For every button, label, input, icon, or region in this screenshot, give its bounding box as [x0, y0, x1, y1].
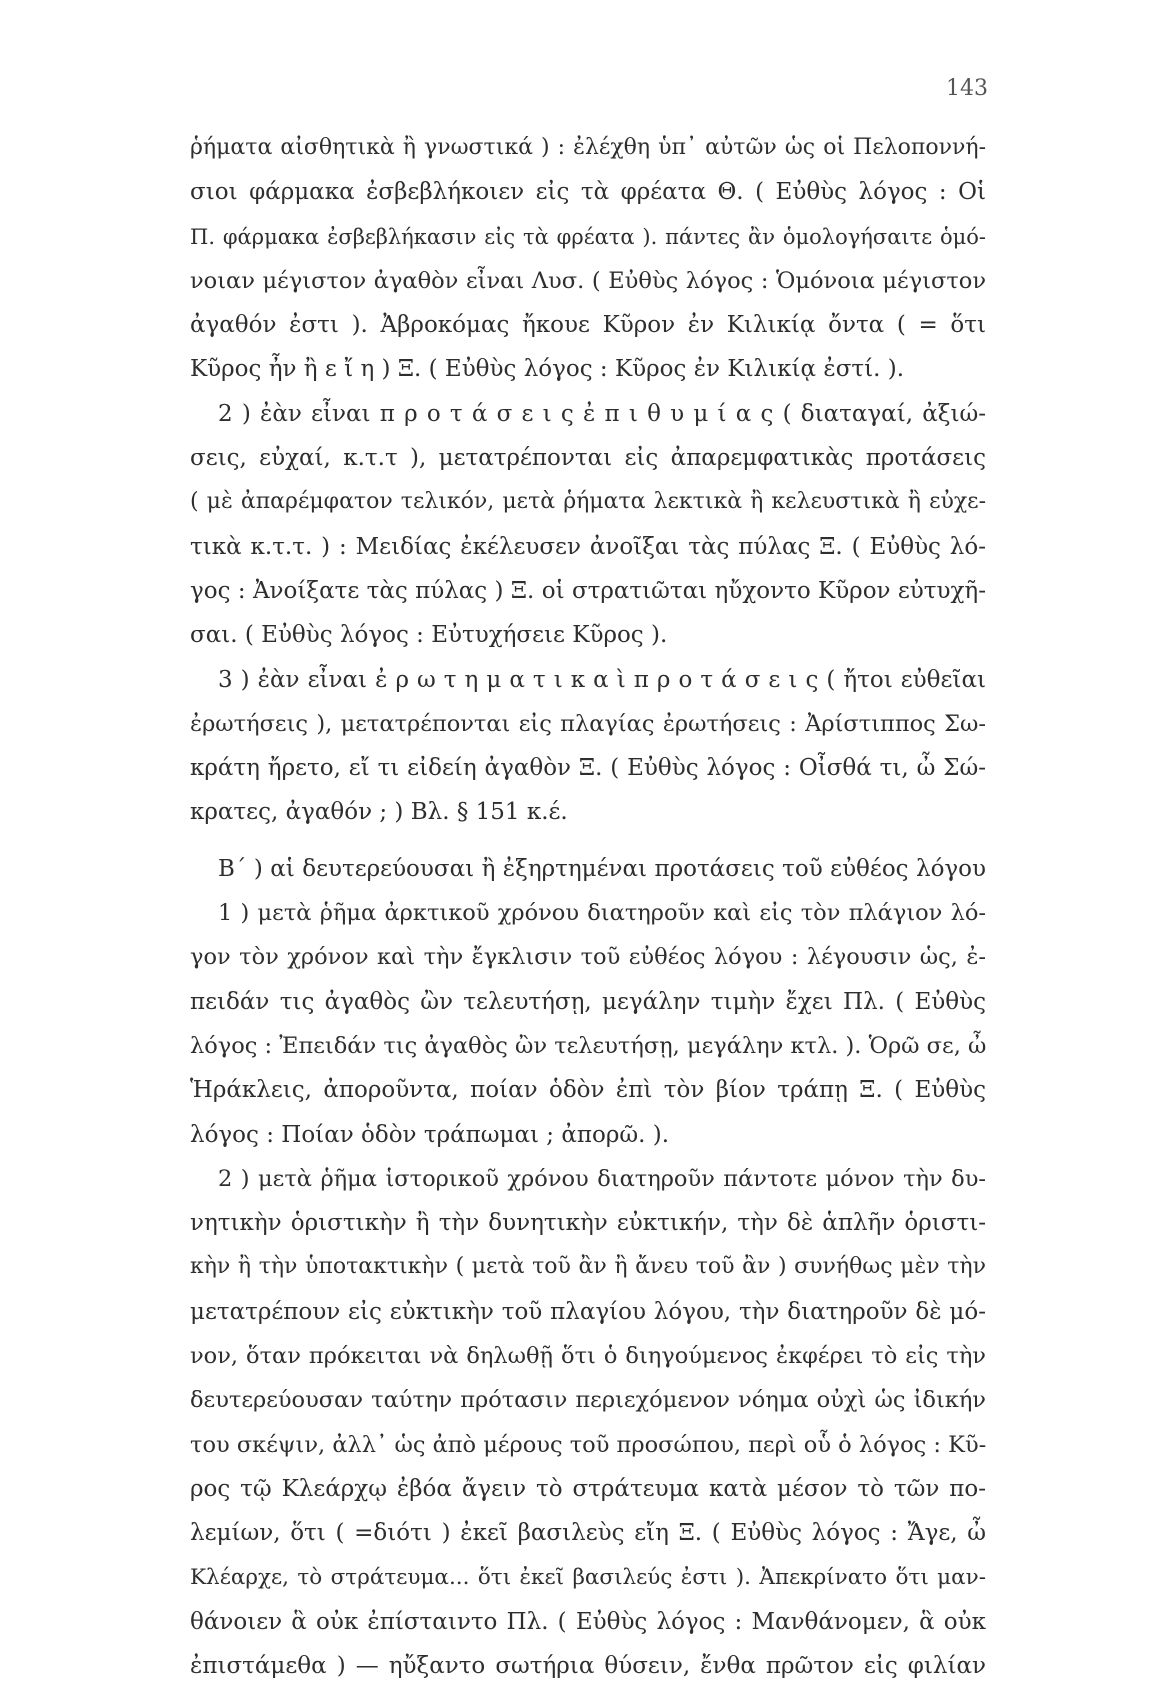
text-body	[190, 126, 986, 1688]
text-line: σεις, εὐχαί, κ.τ.τ ), μετατρέπονται εἰς ἀπαρεμφατικὰς προτάσεις	[190, 445, 986, 472]
text-line: ῥήματα αἰσθητικὰ ἢ γνωστικά ) : ἐλέχθη ὑπ᾽ αὐτῶν ὡς οἱ Πελοποννή-	[190, 135, 986, 160]
text-line: Κῦρος ἦν ἢ ε ἴ η ) Ξ. ( Εὐθὺς λόγος : Κῦρος ἐν Κιλικίᾳ ἐστί. ).	[190, 356, 905, 383]
text-line: του σκέψιν, ἀλλ᾽ ὡς ἀπὸ μέρους τοῦ προσώπου, περὶ οὗ ὁ λόγος : Κῦ-	[190, 1431, 986, 1458]
text-line: Π. φάρμακα ἐσβεβλήκασιν εἰς τὰ φρέατα ). πάντες ἂν ὁμολογήσαιτε ὁμό-	[190, 224, 986, 249]
text-line: ἐπιστάμεθα ) — ηὔξαντο σωτήρια θύσειν, ἔνθα πρῶτον εἰς φιλίαν	[190, 1653, 986, 1680]
text-line: Β΄ ) αἱ δευτερεύουσαι ἢ ἐξηρτημέναι προτάσεις τοῦ εὐθέος λόγου	[218, 855, 986, 882]
text-line: σιοι φάρμακα ἐσβεβλήκοιεν εἰς τὰ φρέατα Θ. ( Εὐθὺς λόγος : Οἱ	[190, 179, 986, 206]
text-line: νοιαν μέγιστον ἀγαθὸν εἶναι Λυσ. ( Εὐθὺς λόγος : Ὁμόνοια μέγιστον	[190, 267, 986, 294]
text-line: θάνοιεν ἃ οὐκ ἐπίσταιντο Πλ. ( Εὐθὺς λόγος : Μανθάνομεν, ἃ οὐκ	[190, 1608, 986, 1635]
text-line: ( μὲ ἀπαρέμφατον τελικόν, μετὰ ῥήματα λεκτικὰ ἢ κελευστικὰ ἢ εὐχε-	[190, 489, 986, 515]
text-line: 2 ) μετὰ ῥῆμα ἱστορικοῦ χρόνου διατηροῦν πάντοτε μόνον τὴν δυ-	[218, 1165, 986, 1192]
text-line: Κλέαρχε, τὸ στράτευμα... ὅτι ἐκεῖ βασιλεύς ἐστι ). Ἀπεκρίνατο ὅτι μαν-	[190, 1564, 986, 1590]
text-line: μετατρέπουν εἰς εὐκτικὴν τοῦ πλαγίου λόγου, τὴν διατηροῦν δὲ μό-	[190, 1298, 986, 1325]
text-line: κρατες, ἀγαθόν ; ) Βλ. § 151 κ.έ.	[190, 799, 568, 826]
text-line: Ἡράκλεις, ἀποροῦντα, ποίαν ὁδὸν ἐπὶ τὸν βίον τράπῃ Ξ. ( Εὐθὺς	[190, 1077, 986, 1104]
text-line: 1 ) μετὰ ῥῆμα ἀρκτικοῦ χρόνου διατηροῦν καὶ εἰς τὸν πλάγιον λό-	[218, 900, 986, 927]
text-line: πειδάν τις ἀγαθὸς ὢν τελευτήσῃ, μεγάλην τιμὴν ἔχει Πλ. ( Εὐθὺς	[190, 988, 986, 1015]
text-line: λεμίων, ὅτι ( =διότι ) ἐκεῖ βασιλεὺς εἴη Ξ. ( Εὐθὺς λόγος : Ἄγε, ὦ	[190, 1520, 986, 1547]
text-line: δευτερεύουσαν ταύτην πρότασιν περιεχόμενον νόημα οὐχὶ ὡς ἰδικήν	[190, 1387, 986, 1414]
text-line: λόγος : Ποίαν ὁδὸν τράπωμαι ; ἀπορῶ. ).	[190, 1121, 670, 1148]
text-line: σαι. ( Εὐθὺς λόγος : Εὐτυχήσειε Κῦρος ).	[190, 622, 668, 649]
text-line: γος : Ἀνοίξατε τὰς πύλας ) Ξ. οἱ στρατιῶται ηὔχοντο Κῦρον εὐτυχῆ-	[190, 577, 986, 604]
text-line: κὴν ἢ τὴν ὑποτακτικὴν ( μετὰ τοῦ ἂν ἢ ἄνευ τοῦ ἂν ) συνήθως μὲν τὴν	[190, 1254, 986, 1280]
text-line: νον, ὅταν πρόκειται νὰ δηλωθῇ ὅτι ὁ διηγούμενος ἐκφέρει τὸ εἰς τὴν	[190, 1343, 986, 1370]
text-line: ἐρωτήσεις ), μετατρέπονται εἰς πλαγίας ἐρωτήσεις : Ἀρίστιππος Σω-	[190, 710, 986, 737]
text-line: 3 ) ἐὰν εἶναι ἐ ρ ω τ η μ α τ ι κ α ὶ π ρ ο τ ά σ ε ι ς ( ἤτοι εὐθεῖαι	[218, 666, 986, 693]
text-line: ἀγαθόν ἐστι ). Ἀβροκόμας ἤκουε Κῦρον ἐν Κιλικίᾳ ὄντα ( = ὅτι	[190, 312, 986, 339]
text-line: γον τὸν χρόνον καὶ τὴν ἔγκλισιν τοῦ εὐθέος λόγου : λέγουσιν ὡς, ἐ-	[190, 944, 986, 971]
text-line: κράτη ἤρετο, εἴ τι εἰδείη ἀγαθὸν Ξ. ( Εὐθὺς λόγος : Οἶσθά τι, ὦ Σώ-	[190, 755, 986, 782]
text-line: τικὰ κ.τ.τ. ) : Μειδίας ἐκέλευσεν ἀνοῖξαι τὰς πύλας Ξ. ( Εὐθὺς λό-	[190, 533, 986, 560]
page-number: 143	[946, 76, 988, 101]
text-line: λόγος : Ἐπειδάν τις ἀγαθὸς ὢν τελευτήσῃ, μεγάλην κτλ. ). Ὁρῶ σε, ὦ	[190, 1032, 986, 1059]
text-line: νητικὴν ὁριστικὴν ἢ τὴν δυνητικὴν εὐκτικήν, τὴν δὲ ἁπλῆν ὁριστι-	[190, 1210, 986, 1237]
text-line: ρος τῷ Κλεάρχῳ ἐβόα ἄγειν τὸ στράτευμα κατὰ μέσον τὸ τῶν πο-	[190, 1475, 986, 1502]
text-line: 2 ) ἐὰν εἶναι π ρ ο τ ά σ ε ι ς ἐ π ι θ υ μ ί α ς ( διαταγαί, ἀξιώ-	[218, 400, 986, 427]
